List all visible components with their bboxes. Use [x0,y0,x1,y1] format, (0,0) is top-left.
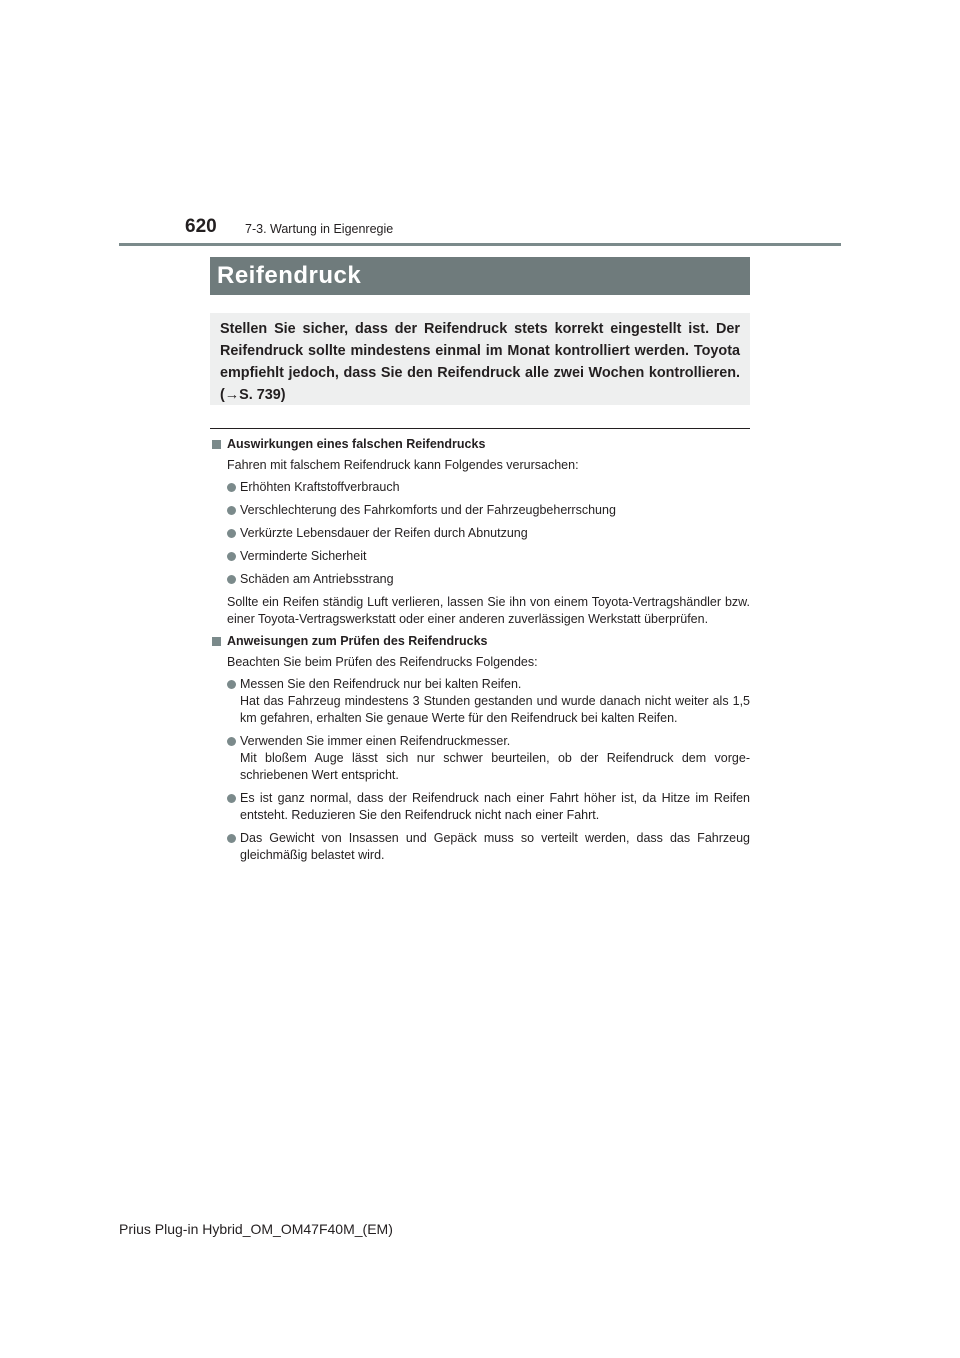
bullet-dot-icon [227,794,236,803]
page-title: Reifendruck [210,257,750,295]
list-item [227,733,750,784]
list-item-text: Erhöhten Kraftstoffverbrauch [240,480,400,494]
page-number: 620 [185,216,217,237]
list-item-text: Messen Sie den Reifendruck nur bei kalten Reifen. [240,677,522,691]
list-item-text: Verschlechterung des Fahrkomforts und der Fahrzeugbeherrschung [240,503,616,517]
section-reference: 7-3. Wartung in Eigenregie [245,222,394,236]
bullet-dot-icon [227,834,236,843]
bullet-dot-icon [227,737,236,746]
list-item-detail: Mit bloßem Auge lässt sich nur schwer beurteilen, ob der Reifendruck dem vorgeschriebenen Wert entspricht. [240,751,750,782]
section-heading-effects [210,436,750,453]
square-bullet-icon [212,440,221,449]
bullet-dot-icon [227,680,236,689]
list-item [227,830,750,864]
list-item-text: Verminderte Sicherheit [240,549,367,563]
bullet-dot-icon [227,529,236,538]
list-item [227,676,750,727]
bullet-dot-icon [227,506,236,515]
list-item [227,548,750,565]
section-lead: Fahren mit falschem Reifendruck kann Folgendes verursachen: [227,458,579,472]
list-item [227,525,750,542]
list-item-detail: Hat das Fahrzeug mindestens 3 Stunden gestanden und wurde danach nicht weiter als 1,5 km gefahren, erhalten Sie genaue Werte für den Reifendruck bei kalten Reifen. [240,694,750,725]
footer-document-id: Prius Plug-in Hybrid_OM_OM47F40M_(EM) [119,1221,393,1237]
section-heading-instructions [210,633,750,650]
bullet-dot-icon [227,575,236,584]
bullet-dot-icon [227,552,236,561]
list-item-text: Verkürzte Lebensdauer der Reifen durch Abnutzung [240,526,528,540]
square-bullet-icon [212,637,221,646]
section-heading-text: Anweisungen zum Prüfen des Reifendrucks [227,634,488,648]
intro-box [210,313,750,405]
main-content [210,436,750,870]
list-item-text: Verwenden Sie immer einen Reifendruckmesser. [240,734,511,748]
section-heading-text: Auswirkungen eines falschen Reifendrucks [227,437,486,451]
section-lead: Beachten Sie beim Prüfen des Reifendrucks Folgendes: [227,655,538,669]
list-item [227,479,750,496]
list-item [227,571,750,588]
header-divider [119,243,841,246]
list-item [227,502,750,519]
list-item [227,790,750,824]
list-item-text: Das Gewicht von Insassen und Gepäck muss so verteilt werden, dass das Fahrzeug gleichmäßig belastet wird. [240,831,750,862]
section-closing: Sollte ein Reifen ständig Luft verlieren, lassen Sie ihn von einem Toyota-Vertragshändler bzw. einer Toyota-Vertragswerkstatt oder einer anderen zuverlässigen Werkstatt überprüfen. [227,595,750,626]
intro-text: Stellen Sie sicher, dass der Reifendruck stets korrekt eingestellt ist. Der Reifendruck sollte mindestens einmal im Monat kontrolliert werden. Toyota empfiehlt jedoch, dass Sie den Reifendruck alle zwei Wochen kontrollieren. (→S. 739) [220,321,740,403]
intro-divider [210,428,750,429]
list-item-text: Es ist ganz normal, dass der Reifendruck nach einer Fahrt höher ist, da Hitze im Reifen entsteht. Reduzieren Sie den Reifendruck nicht nach einer Fahrt. [240,791,750,822]
bullet-dot-icon [227,483,236,492]
list-item-text: Schäden am Antriebsstrang [240,572,394,586]
